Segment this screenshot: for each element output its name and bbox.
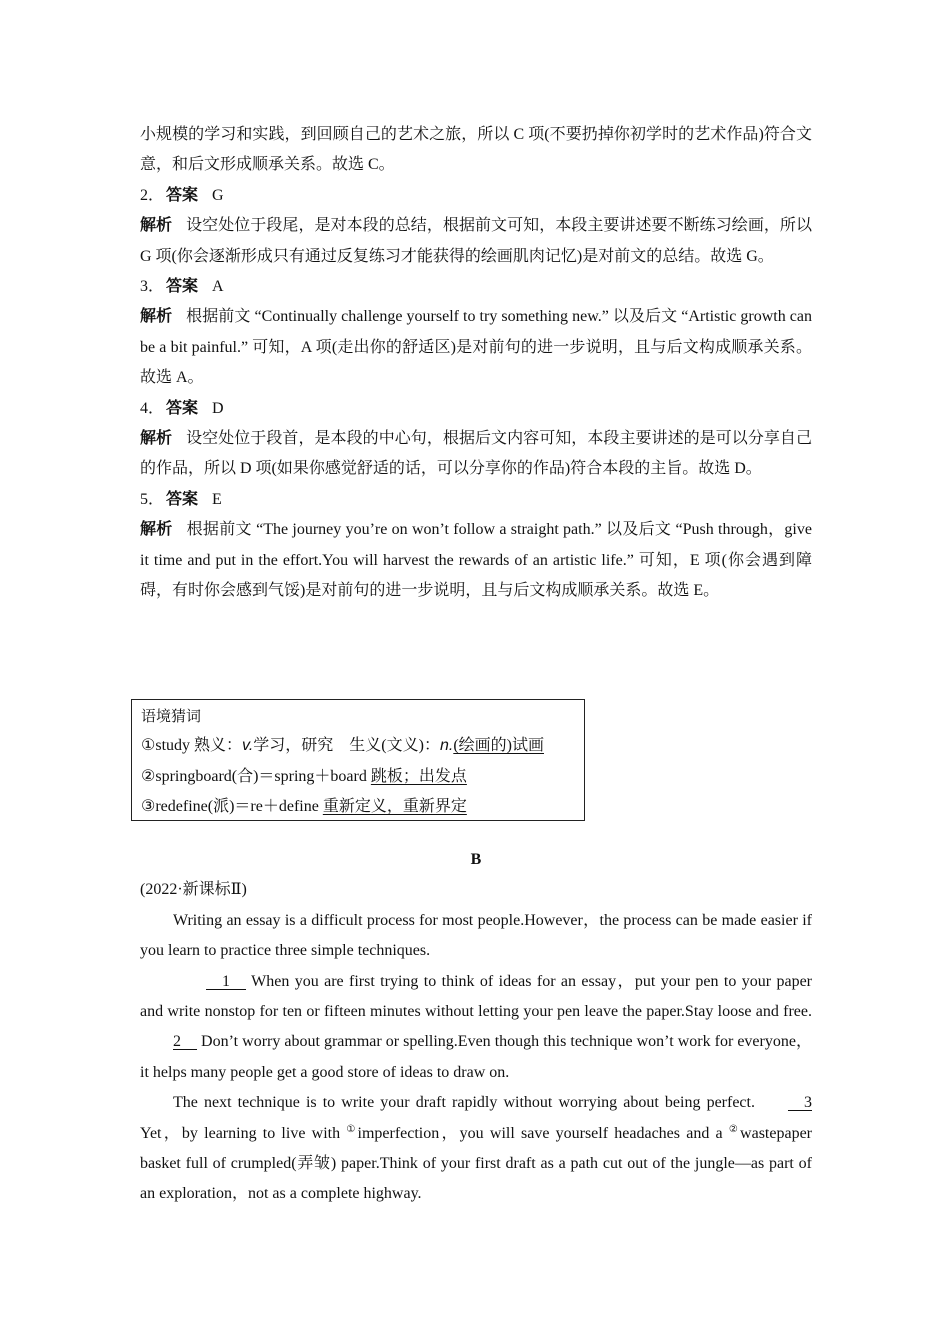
answer-value: E (212, 490, 222, 508)
answer-line-3: 3． 答案 A (140, 278, 224, 296)
analysis-paragraph-5: 解析 根据前文 “The journey you’re on won’t follow a straight path.” 以及后文 “Push through，give it time and put in the effort.You will harvest the rewards of an artistic life.” 可知，E 项(你会遇到障碍，有时你会感到气馁)是对前句的进一步说明，且与后文构成顺承关系。故选 E。 (140, 521, 812, 600)
analysis-paragraph-3: 解析 根据前文 “Continually challenge yourself to try something new.” 以及后文 “Artistic growth can be a bit painful.” 可知，A 项(走出你的舒适区)是对前句的进一步说明，且与后文构成顺承关系。故选 A。 (140, 308, 812, 387)
source-label: (2022·新课标Ⅱ) (140, 881, 247, 899)
note-marker-2: ② (728, 1123, 741, 1135)
note-marker-1: ① (346, 1123, 358, 1135)
vocab-line-3: ③redefine(派)＝re＋define 重新定义，重新界定 (141, 798, 467, 816)
answer-label: 答案 (166, 278, 199, 296)
passage-paragraph-2: 1 When you are first trying to think of ideas for an essay，put your pen to your paper and write nonstop for ten or fifteen minutes without letting your pen leave the paper.Stay loose and free.2 Don’t worry about grammar or spelling.Even though this technique won’t work for everyone，it helps many people get a good store of ideas to draw on. (140, 967, 812, 1089)
vocab-box (131, 699, 585, 821)
answer-label: 答案 (166, 399, 199, 417)
analysis-paragraph-2: 解析 设空处位于段尾，是对本段的总结，根据前文可知，本段主要讲述要不断练习绘画，所以 G 项(你会逐渐形成只有通过反复练习才能获得的绘画肌肉记忆)是对前文的总结。故选 G。 (140, 217, 812, 265)
passage-paragraph-1: Writing an essay is a difficult process for most people.However，the process can be made easier if you learn to practice three simple techniques. (140, 911, 812, 960)
vocab-answer: 重新定义，重新界定 (322, 798, 467, 816)
blank-3[interactable]: 3 (787, 1094, 812, 1112)
analysis-paragraph-4: 解析 设空处位于段首，是本段的中心句，根据后文内容可知，本段主要讲述的是可以分享自己的作品，所以 D 项(如果你感觉舒适的话，可以分享你的作品)符合本段的主旨。故选 D。 (140, 430, 812, 478)
passage-paragraph-3: The next technique is to write your draft rapidly without worrying about being perfect. 3 Yet，by learning to live with ①imperfection，you will save yourself headaches and a ②wastepaper basket full of crumpled(弄皱) paper.Think of your first draft as a path cut out of the jungle—as part of an exploration，not as a complete highway. (140, 1088, 812, 1210)
analysis-label: 解析 (140, 430, 173, 448)
answer-value: G (212, 186, 224, 204)
vocab-title: 语境猜词 (141, 707, 202, 725)
answer-label: 答案 (166, 490, 199, 508)
answer-line-4: 4． 答案 D (140, 399, 224, 417)
vocab-answer: 跳板；出发点 (370, 767, 467, 785)
answer-value: D (212, 399, 224, 417)
answer-line-2: 2． 答案 G (140, 186, 224, 204)
answer-label: 答案 (166, 186, 199, 204)
passage-b (140, 845, 812, 1210)
answer-section (140, 120, 812, 607)
vocab-answer: (绘画的)试画 (453, 737, 544, 755)
analysis-label: 解析 (140, 521, 173, 539)
vocab-line-2: ②springboard(合)＝spring＋board 跳板；出发点 (141, 767, 467, 785)
answer-value: A (212, 278, 224, 296)
intro-paragraph: 小规模的学习和实践，到回顾自己的艺术之旅，所以 C 项(不要扔掉你初学时的艺术作品)符合文意，和后文形成顺承关系。故选 C。 (140, 126, 812, 174)
analysis-label: 解析 (140, 217, 173, 235)
answer-line-5: 5． 答案 E (140, 490, 222, 508)
blank-1[interactable]: 1 (206, 972, 247, 990)
vocab-line-1: ①study 熟义：v.学习，研究 生义(文义)：n.(绘画的)试画 (141, 737, 544, 755)
blank-2[interactable]: 2 (173, 1033, 198, 1051)
section-heading: B (470, 851, 482, 868)
analysis-label: 解析 (140, 308, 173, 326)
